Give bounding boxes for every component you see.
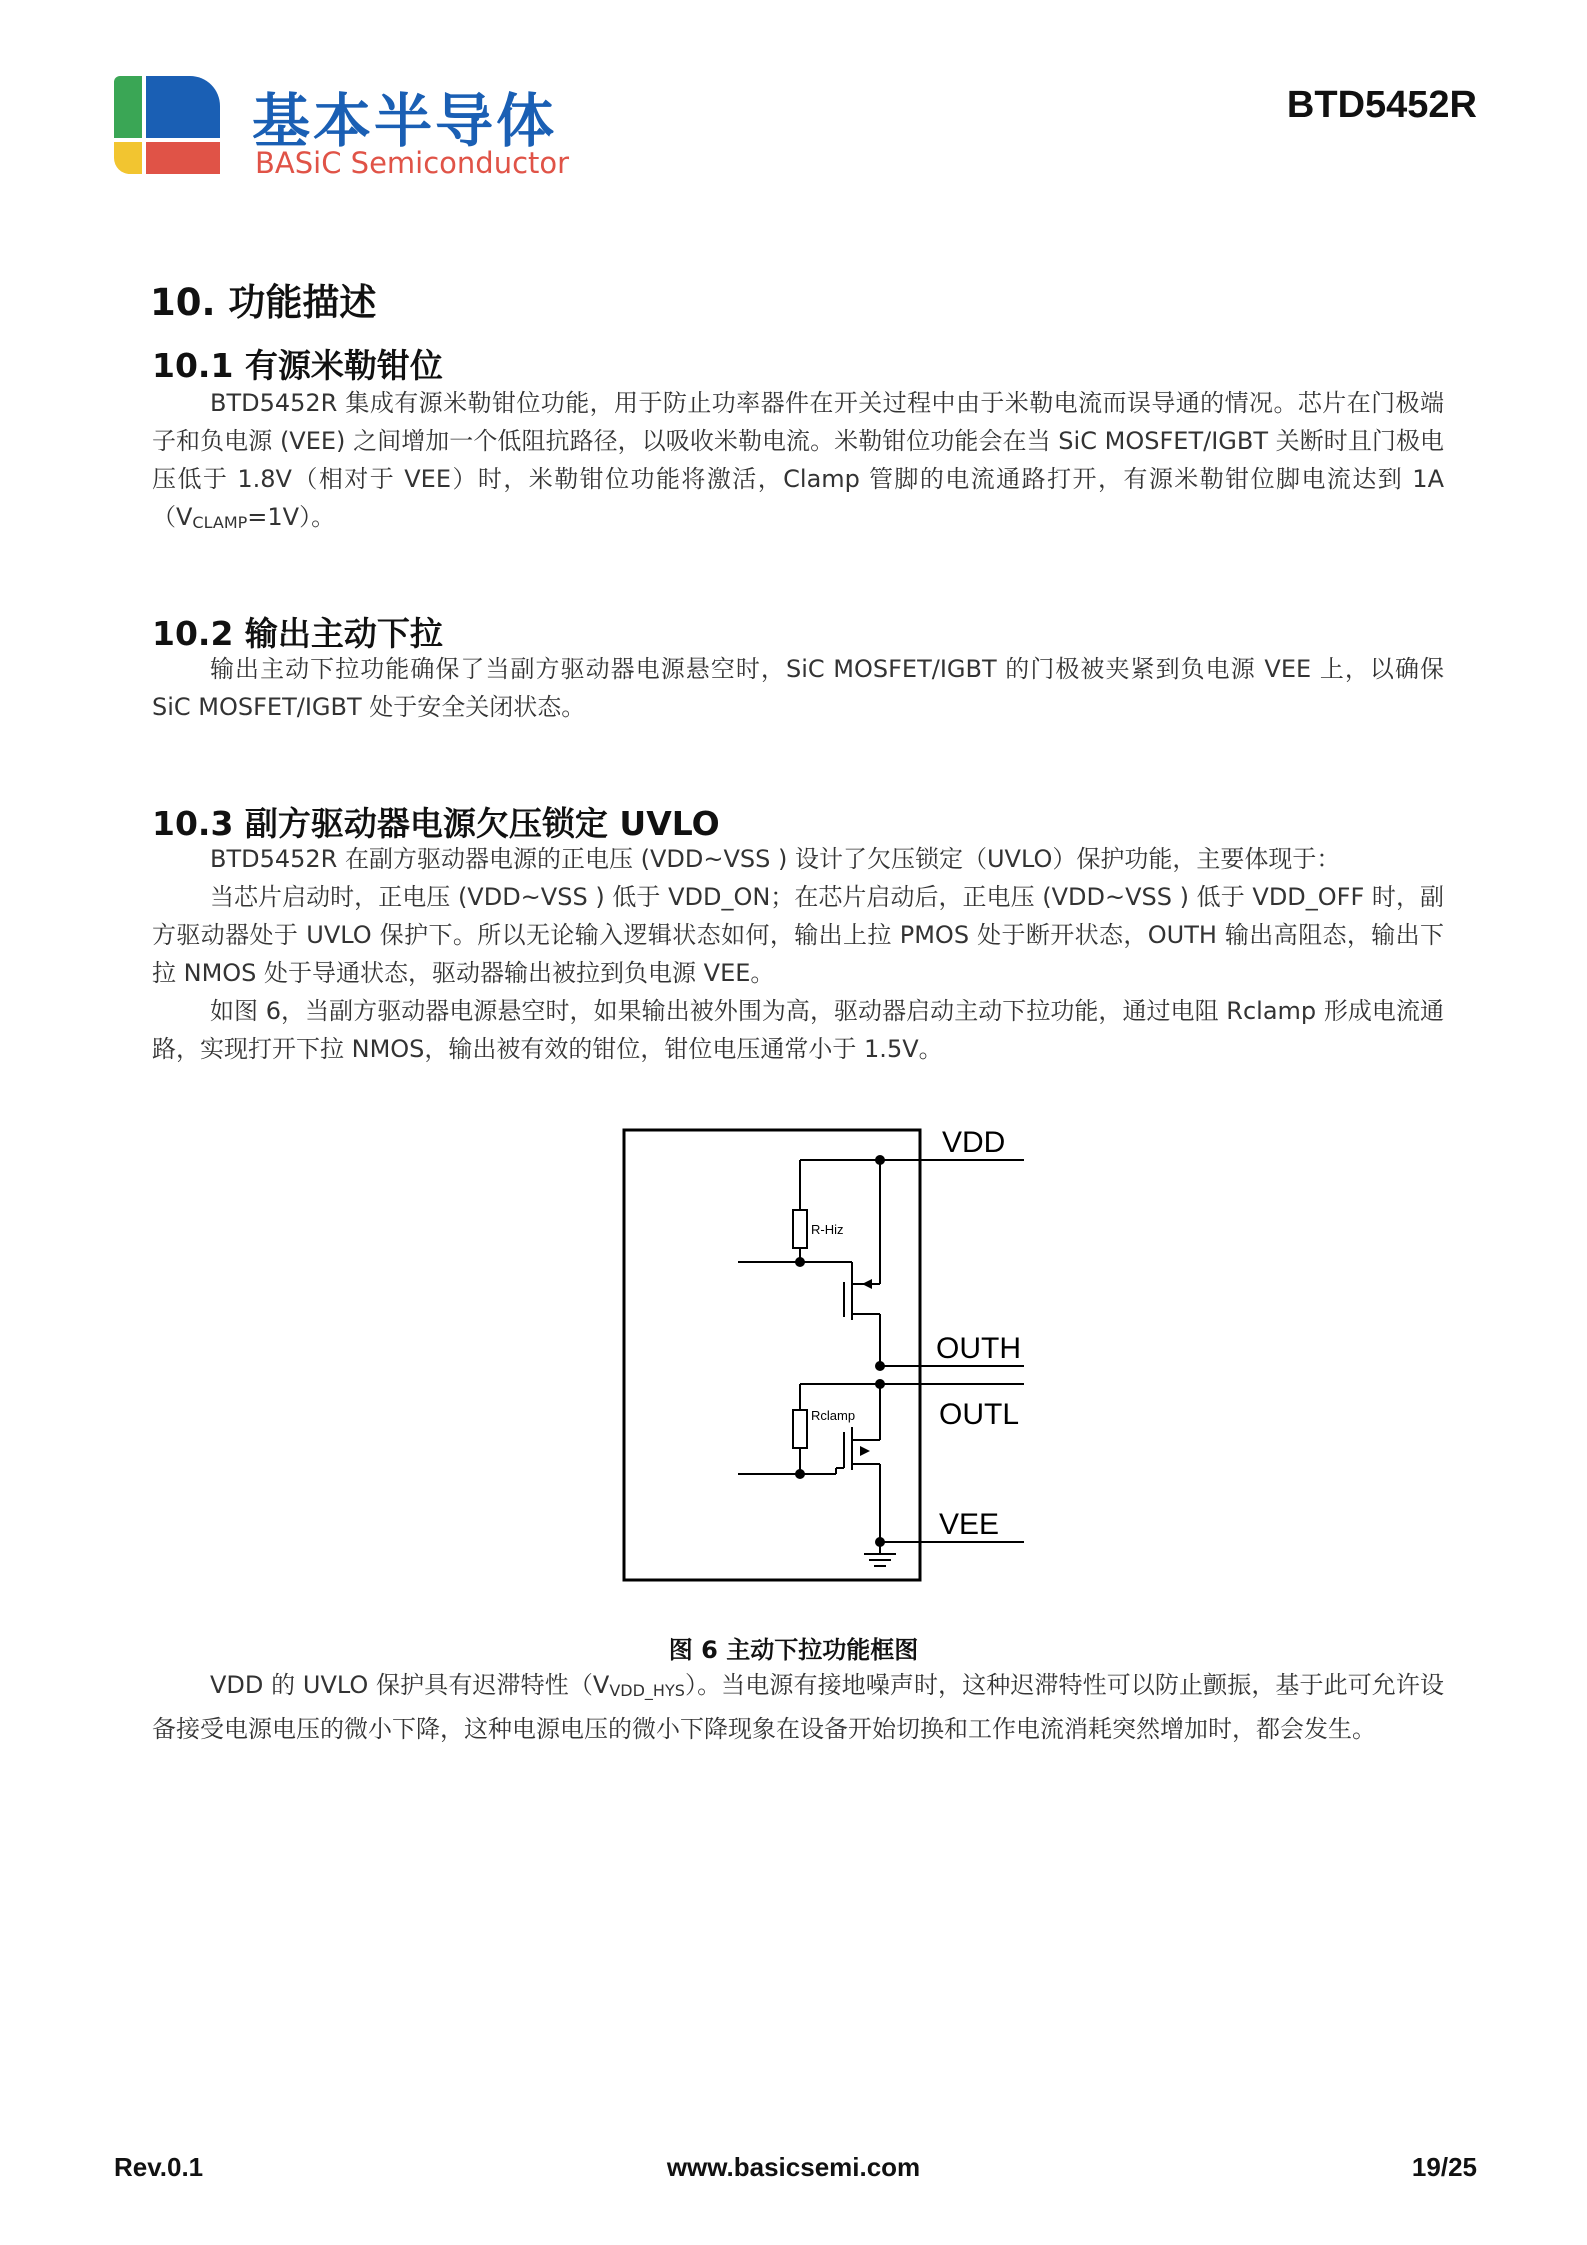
label-rhiz: R-Hiz [811, 1222, 844, 1237]
label-outh: OUTH [936, 1332, 1021, 1365]
brand-name-english: BASiC Semiconductor [255, 146, 570, 180]
text-run: =1V）。 [247, 503, 336, 531]
logo-green-block [114, 76, 142, 138]
subscript: VDD_HYS [609, 1681, 685, 1700]
logo-yellow-block [114, 142, 142, 174]
paragraph-active-pulldown: 输出主动下拉功能确保了当副方驱动器电源悬空时，SiC MOSFET/IGBT 的门极被夹紧到负电源 VEE 上，以确保 SiC MOSFET/IGBT 处于安全关闭状态。 [152, 655, 1444, 721]
rhiz-resistor [793, 1210, 807, 1248]
label-vee: VEE [939, 1508, 1000, 1541]
paragraph-figure-reference: 如图 6，当副方驱动器电源悬空时，如果输出被外围为高，驱动器启动主动下拉功能，通过电阻 Rclamp 形成电流通路，实现打开下拉 NMOS，输出被有效的钳位，钳位电压通常小于 1.5V。 [152, 997, 1444, 1063]
text-run: VDD 的 UVLO 保护具有迟滞特性（V [210, 1671, 610, 1699]
logo-blue-block [146, 76, 220, 138]
brand-name-chinese: 基本半导体 [252, 87, 558, 155]
figure-caption: 图 6 主动下拉功能框图 [668, 1636, 919, 1664]
section-title: 10. 功能描述 [150, 281, 377, 324]
chip-outline [624, 1130, 920, 1580]
paragraph-uvlo-intro: BTD5452R 在副方驱动器电源的正电压 (VDD~VSS ) 设计了欠压锁定（UVLO）保护功能，主要体现于： [210, 845, 1341, 873]
text-run: BTD5452R 集成有源米勒钳位功能，用于防止功率器件在开关过程中由于米勒电流而误导通的情况。芯片在门极端子和负电源 (VEE) 之间增加一个低阻抗路径，以吸收米勒电流。米勒钳位功能会在当 SiC MOSFET/IGBT 关断时且门极电压低于 1.8V（相对于 VEE）时，米勒钳位功能将激活，Clamp 管脚的电流通路打开，有源米勒钳位脚电流达到 1A（V [152, 389, 1444, 531]
label-vdd: VDD [942, 1126, 1006, 1159]
paragraph-uvlo-hysteresis [152, 1666, 1444, 1748]
paragraph-miller-clamp [152, 384, 1444, 542]
subsection-title-10-1: 10.1 有源米勒钳位 [152, 346, 443, 385]
subsection-title-10-2: 10.2 输出主动下拉 [152, 614, 443, 653]
rclamp-resistor [793, 1410, 807, 1448]
junction-dot-vee [875, 1537, 885, 1547]
part-number: BTD5452R [1286, 84, 1477, 126]
pmos-arrow [862, 1279, 872, 1289]
text-run: ）。当电源有接地噪声时，这种迟滞特性可以防止颤振，基于此可允许设备接受电源电压的微小下降，这种电源电压的微小下降现象在设备开始切换和工作电流消耗突然增加时，都会发生。 [152, 1671, 1444, 1743]
junction-dot-outh [875, 1361, 885, 1371]
page-number: 19/25 [1411, 2152, 1477, 2182]
pulldown-block-diagram [612, 1122, 1032, 1594]
junction-dot-vdd [875, 1155, 885, 1165]
subscript: CLAMP [192, 513, 248, 532]
paragraph-uvlo-startup: 当芯片启动时，正电压 (VDD~VSS ) 低于 VDD_ON；在芯片启动后，正电压 (VDD~VSS ) 低于 VDD_OFF 时，副方驱动器处于 UVLO 保护下。所以无论输入逻辑状态如何，输出上拉 PMOS 处于断开状态，OUTH 输出高阻态，输出下拉 NMOS 处于导通状态，驱动器输出被拉到负电源 VEE。 [152, 883, 1444, 987]
company-logo [114, 76, 220, 182]
junction-dot-nmos-gate [795, 1469, 805, 1479]
junction-dot-outl [875, 1379, 885, 1389]
nmos-arrow [860, 1446, 870, 1456]
label-rclamp: Rclamp [811, 1408, 856, 1423]
logo-red-block [146, 142, 220, 174]
website-link[interactable]: www.basicsemi.com [666, 2152, 921, 2182]
revision-label: Rev.0.1 [114, 2152, 204, 2182]
label-outl: OUTL [939, 1398, 1020, 1431]
subsection-title-10-3: 10.3 副方驱动器电源欠压锁定 UVLO [152, 804, 720, 843]
junction-dot-pmos-gate [795, 1257, 805, 1267]
